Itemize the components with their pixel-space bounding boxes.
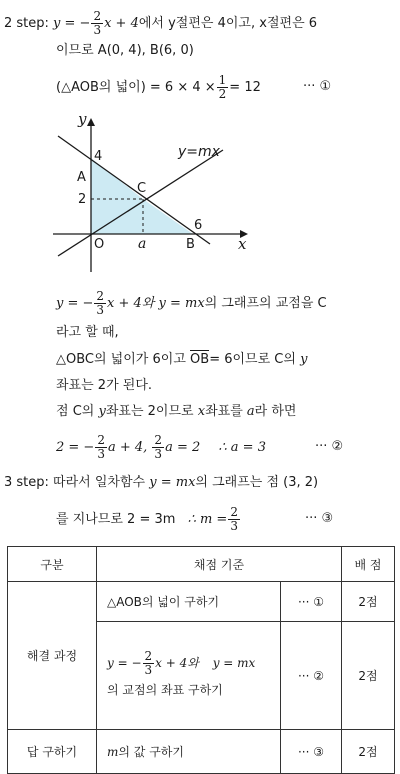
tick-label-a: a [138, 236, 147, 252]
frac-num: 1 [218, 73, 227, 87]
score-cell-1: 2점 [342, 582, 395, 622]
frac-num: 2 [230, 505, 238, 519]
var-x: x [197, 404, 206, 419]
point-label-A: A [77, 170, 86, 185]
step3-line1 [4, 474, 318, 492]
score-cell-2: 2점 [342, 622, 395, 730]
body-line3 [56, 351, 307, 369]
coordinate-graph [48, 108, 258, 278]
fraction [143, 650, 155, 677]
body-text: 좌표는 2이므로 [105, 404, 194, 419]
y-axis-arrow [87, 118, 95, 126]
point-label-B: B [186, 237, 195, 252]
body-line1 [56, 290, 327, 317]
body-text: = 6이므로 C의 [209, 352, 296, 367]
eq-part: x + 4와 [155, 655, 199, 670]
step3-text: 따라서 일차함수 [53, 475, 146, 490]
mark-cell-1: ··· ① [281, 582, 342, 622]
var-y: y [98, 404, 106, 419]
criterion-1: △AOB의 넓이 구하기 [97, 582, 281, 622]
body-line6 [56, 434, 266, 461]
y-axis-label: y [78, 110, 87, 128]
table-row [8, 582, 395, 622]
frac-den: 3 [96, 303, 105, 317]
point-label-C: C [137, 181, 147, 196]
frac-num: 2 [144, 648, 153, 663]
var-a: a [246, 404, 255, 419]
segment-ob: OB [190, 352, 210, 367]
frac-num: 2 [154, 433, 163, 447]
body-text: 의 그래프의 교점을 C [204, 296, 327, 311]
var-m: m [107, 745, 119, 759]
eq-part: y = mx [149, 475, 196, 490]
tick-label-2: 2 [78, 192, 87, 207]
mark-cell-2: ··· ② [281, 622, 342, 730]
step2-line1 [4, 10, 317, 37]
header-score: 배 점 [342, 547, 395, 582]
eq-part: 2 = − [56, 440, 95, 455]
criterion-2-line2: 의 교점의 좌표 구하기 [107, 682, 223, 697]
category-answer: 답 구하기 [8, 730, 97, 774]
var-y: y [300, 352, 308, 367]
table-header-row [8, 547, 395, 582]
step2-label: 2 step: [4, 16, 49, 31]
body-text: 점 C의 [56, 404, 95, 419]
body-text: △OBC의 넓이가 6이고 [56, 352, 186, 367]
eq-part: a + 4, [107, 440, 148, 455]
score-cell-3: 2점 [342, 730, 395, 774]
frac-den: 3 [144, 662, 153, 677]
tick-label-4: 4 [94, 149, 103, 164]
eq-part: y = mx [212, 655, 256, 670]
frac-den: 3 [93, 23, 102, 37]
frac-den: 2 [218, 87, 227, 101]
body-text: 좌표를 [205, 404, 243, 419]
category-solution-process: 해결 과정 [8, 582, 97, 730]
fraction [228, 506, 240, 533]
eq-part: x + 4 [104, 16, 139, 31]
body-line5 [56, 403, 296, 421]
criterion-3-text: 의 값 구하기 [118, 745, 184, 759]
line-label-y-mx: y=mx [178, 144, 220, 160]
header-criteria: 채점 기준 [97, 547, 342, 582]
step3-line2 [56, 506, 241, 533]
body-line2: 라고 할 때, [56, 325, 119, 340]
mark-cell-3: ··· ③ [281, 730, 342, 774]
area-text: (△AOB의 넓이) = 6 × 4 × [56, 80, 216, 95]
frac-den: 3 [230, 519, 238, 533]
mark-3: ··· ③ [305, 511, 334, 526]
body-line4: 좌표는 2가 된다. [56, 378, 153, 393]
fraction [91, 10, 103, 37]
eq-part: a = 2 [165, 440, 201, 455]
fraction [94, 290, 106, 317]
tick-label-6: 6 [194, 218, 203, 233]
eq-part: ∴ a = 3 [218, 440, 266, 455]
mark-2: ··· ② [315, 439, 344, 454]
eq-part: y = mx [158, 296, 205, 311]
body-text: 라 하면 [254, 404, 297, 419]
frac-den: 3 [154, 447, 163, 461]
step2-text: 에서 y절편은 4이고, x절편은 6 [138, 16, 318, 31]
step2-line3 [56, 74, 261, 101]
mark-1: ··· ① [303, 79, 332, 94]
criterion-2 [97, 622, 281, 730]
frac-num: 2 [96, 289, 105, 303]
step3-text: 를 지나므로 2 = 3m [56, 512, 176, 527]
eq-part: x + 4와 [107, 296, 155, 311]
fraction [152, 434, 164, 461]
frac-den: 3 [97, 447, 105, 461]
criterion-2-line1 [107, 649, 276, 677]
eq-part: y = − [56, 296, 94, 311]
table-row [8, 730, 395, 774]
step3-label: 3 step: [4, 475, 49, 490]
frac-num: 2 [97, 433, 105, 447]
x-axis-label: x [238, 235, 247, 253]
area-result: = 12 [229, 80, 261, 95]
header-category: 구분 [8, 547, 97, 582]
fraction [95, 434, 107, 461]
criterion-3 [97, 730, 281, 774]
eq-part: y = − [107, 655, 142, 670]
frac-num: 2 [93, 9, 102, 23]
eq-part: ∴ m = [187, 512, 228, 527]
eq-part: y = − [53, 16, 91, 31]
point-label-O: O [94, 237, 105, 252]
step3-text: 의 그래프는 점 (3, 2) [195, 475, 319, 490]
step2-line2: 이므로 A(0, 4), B(6, 0) [56, 43, 194, 58]
grading-table [7, 546, 395, 774]
fraction [217, 74, 229, 101]
